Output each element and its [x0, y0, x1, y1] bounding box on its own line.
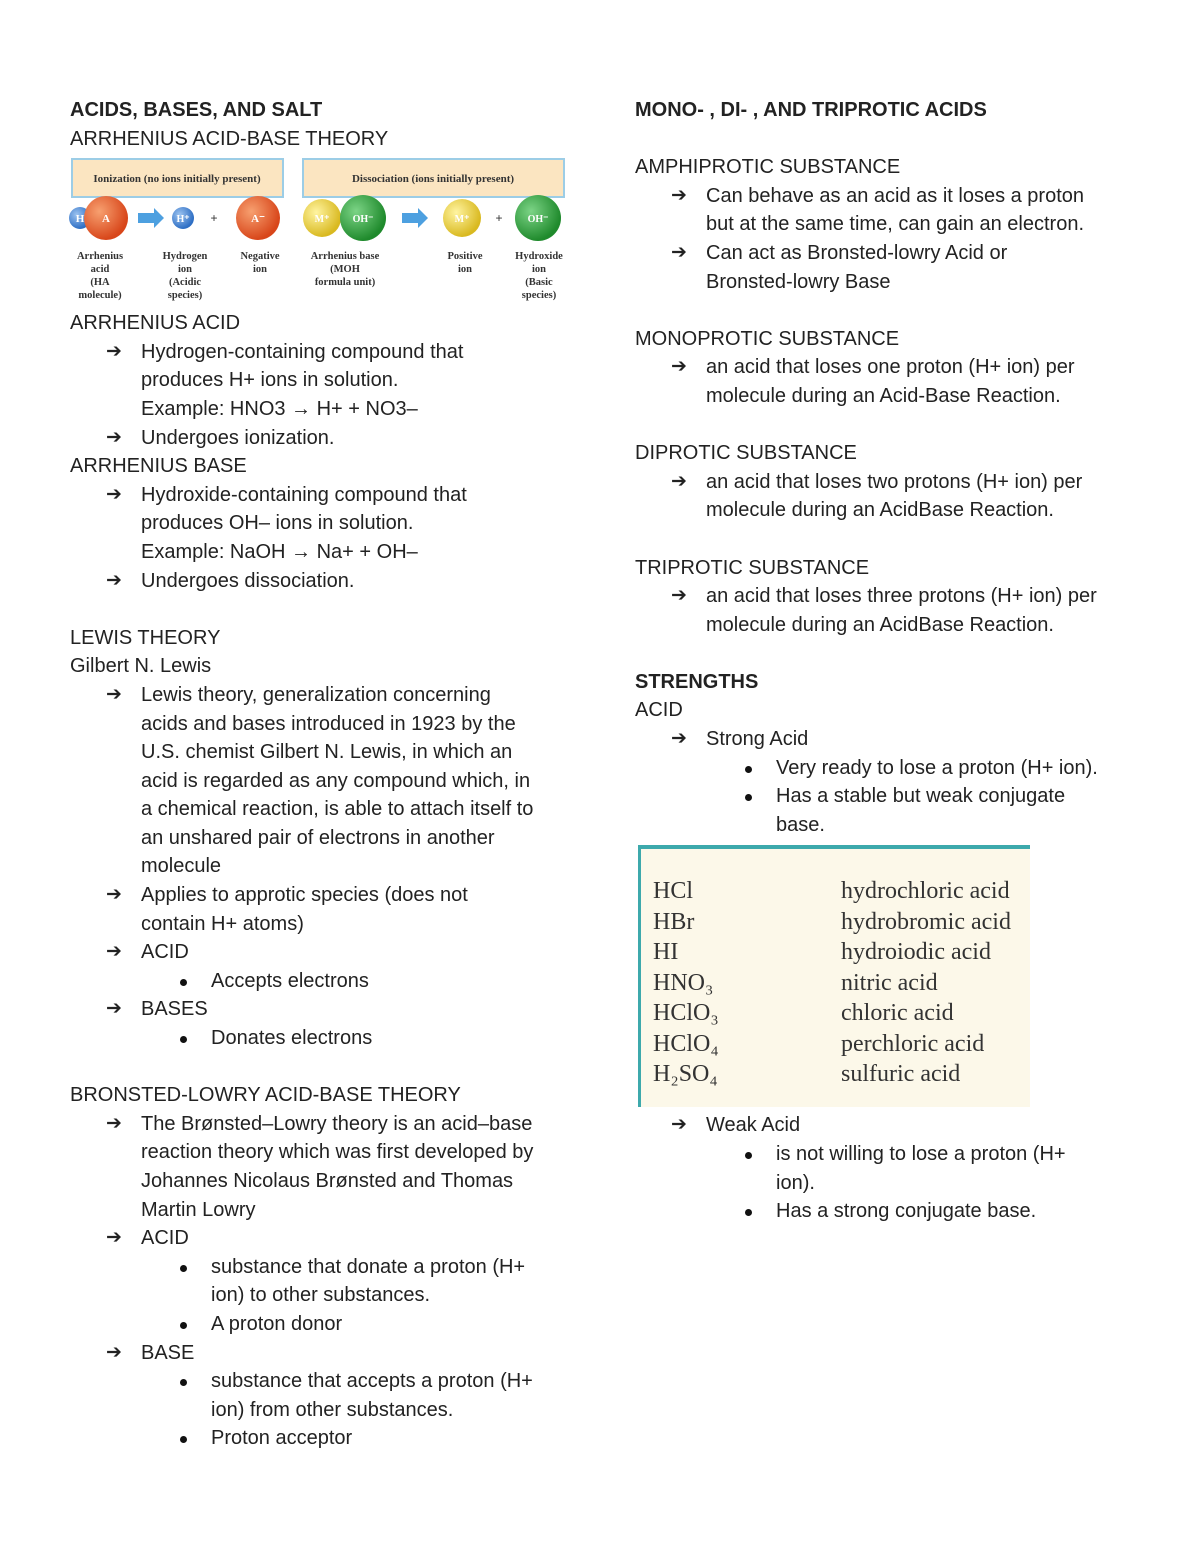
label-arrhenius-base-1: Arrhenius base: [310, 251, 380, 263]
label-hydrogen-ion-1: Hydrogen: [162, 251, 208, 263]
strengths-acid-label: ACID: [635, 699, 683, 722]
acid-formula: HClO₃: [653, 1000, 719, 1027]
arrow-icon: ➔: [106, 683, 122, 705]
text-line: molecule during an AcidBase Reaction.: [706, 613, 1054, 636]
label-arrhenius-acid-4: molecule): [78, 290, 122, 302]
plus-sign: +: [210, 211, 218, 226]
acid-formula: HI: [653, 939, 679, 966]
text-line: produces OH– ions in solution.: [141, 512, 414, 535]
bronsted-acid-item: [70, 1224, 570, 1253]
arrow-icon: ➔: [671, 184, 687, 206]
amphiprotic-item-2: [635, 239, 1155, 296]
text-line: ion) from other substances.: [211, 1398, 454, 1421]
acid-name: nitric acid: [841, 969, 938, 996]
acid-name: perchloric acid: [841, 1030, 985, 1057]
text-line: Accepts electrons: [211, 969, 369, 992]
label-hydrogen-ion-2: ion: [177, 264, 193, 276]
text-line: U.S. chemist Gilbert N. Lewis, in which an: [141, 741, 513, 764]
main-title: ACIDS, BASES, AND SALT: [70, 99, 323, 121]
bullet-icon: [745, 1209, 752, 1216]
text-line: Very ready to lose a proton (H+ ion).: [776, 756, 1098, 779]
text-line: molecule during an Acid-Base Reaction.: [706, 384, 1061, 407]
bullet-icon: [180, 979, 187, 986]
strengths-heading: STRENGTHS: [635, 670, 759, 693]
lewis-item-2: [70, 881, 570, 938]
arrow-icon: ➔: [106, 998, 122, 1020]
arrhenius-figure: [68, 155, 568, 305]
acid-formula: HCl: [653, 878, 694, 905]
lewis-item-1: [70, 681, 570, 881]
acid-formula: H₂SO₄: [653, 1061, 718, 1088]
h-atom-label: H: [75, 213, 85, 226]
bullet-icon: [180, 1379, 187, 1386]
text-line: an acid that loses two protons (H+ ion) per: [706, 470, 1083, 493]
acid-name: chloric acid: [841, 1000, 954, 1027]
arrow-icon: ➔: [106, 340, 122, 362]
text-line: Example: NaOH → Na+ + OH–: [141, 540, 418, 563]
bronsted-heading: BRONSTED-LOWRY ACID-BASE THEORY: [70, 1084, 461, 1107]
text-line: BASES: [141, 998, 208, 1021]
label-hydroxide-ion-3: (Basic: [525, 277, 553, 289]
acid-formula: HClO₄: [653, 1030, 719, 1057]
amphiprotic-item-1: [635, 182, 1155, 239]
label-arrhenius-acid-2: acid: [90, 264, 110, 276]
label-positive-ion-2: ion: [457, 264, 473, 276]
text-line: Weak Acid: [706, 1114, 801, 1137]
label-hydroxide-ion-4: species): [521, 290, 557, 302]
m-plus-label: M⁺: [314, 214, 330, 226]
dissociation-box-label: Dissociation (ions initially present): [351, 173, 515, 186]
arrow-icon: ➔: [671, 585, 687, 607]
text-line: The Brønsted–Lowry theory is an acid–base: [141, 1112, 533, 1135]
arrow-icon: ➔: [671, 1114, 687, 1136]
right-column: [635, 96, 1155, 1226]
text-line: substance that accepts a proton (H+: [211, 1370, 533, 1393]
label-negative-ion-1: Negative: [240, 251, 280, 263]
h-plus-label: H⁺: [176, 214, 190, 226]
label-negative-ion-2: ion: [252, 264, 268, 276]
text-line: an acid that loses three protons (H+ ion) per: [706, 585, 1097, 608]
bronsted-acid-point-2: [70, 1310, 570, 1339]
lewis-bases-point: [70, 1024, 570, 1053]
label-hydrogen-ion-4: species): [167, 290, 203, 302]
acid-name: hydroiodic acid: [841, 939, 991, 966]
arrhenius-base-heading: ARRHENIUS BASE: [70, 455, 247, 478]
lewis-acid-item: [70, 938, 570, 967]
bullet-icon: [745, 794, 752, 801]
monoprotic-heading: MONOPROTIC SUBSTANCE: [635, 327, 900, 350]
text-line: Has a strong conjugate base.: [776, 1200, 1037, 1223]
text-line: ion).: [776, 1171, 815, 1194]
text-line: Undergoes ionization.: [141, 426, 335, 449]
label-arrhenius-acid-3: (HA: [90, 277, 110, 289]
bronsted-base-item: [70, 1339, 570, 1368]
text-line: ion) to other substances.: [211, 1284, 431, 1307]
bronsted-base-point-1: [70, 1367, 570, 1424]
arrhenius-base-item-2: [70, 567, 570, 596]
text-line: contain H+ atoms): [141, 912, 304, 935]
arrow-icon: ➔: [106, 569, 122, 591]
ionization-box-label: Ionization (no ions initially present): [93, 173, 261, 186]
oh-minus-ion-label: OH⁻: [527, 214, 549, 226]
text-line: Example: HNO3 → H+ + NO3–: [141, 397, 418, 420]
arrow-icon: ➔: [106, 1227, 122, 1249]
bullet-icon: [180, 1265, 187, 1272]
right-title: MONO- , DI- , AND TRIPROTIC ACIDS: [635, 99, 987, 121]
bullet-icon: [180, 1036, 187, 1043]
text-line: acids and bases introduced in 1923 by the: [141, 712, 516, 735]
lewis-person: Gilbert N. Lewis: [70, 655, 212, 678]
strong-acid-point-2: [635, 782, 1155, 839]
arrhenius-acid-item-1: [70, 338, 570, 424]
text-line: a chemical reaction, is able to attach itself to: [141, 798, 534, 821]
a-atom-label: A: [102, 213, 110, 226]
acid-name: hydrochloric acid: [841, 878, 1010, 905]
arrow-icon: ➔: [106, 884, 122, 906]
label-positive-ion-1: Positive: [447, 251, 483, 263]
monoprotic-item-1: [635, 353, 1155, 410]
lewis-bases-item: [70, 995, 570, 1024]
text-line: Has a stable but weak conjugate: [776, 785, 1066, 808]
triprotic-heading: TRIPROTIC SUBSTANCE: [635, 556, 870, 579]
text-line: Proton acceptor: [211, 1427, 353, 1450]
bullet-icon: [745, 1152, 752, 1159]
bronsted-acid-point-1: [70, 1253, 570, 1310]
text-line: acid is regarded as any compound which, in: [141, 769, 531, 792]
text-line: reaction theory which was first developed by: [141, 1141, 534, 1164]
text-line: base.: [776, 813, 825, 836]
arrow-icon: ➔: [106, 1112, 122, 1134]
text-line: an unshared pair of electrons in another: [141, 826, 495, 849]
text-line: is not willing to lose a proton (H+: [776, 1143, 1066, 1166]
text-line: Bronsted-lowry Base: [706, 270, 891, 293]
weak-acid-item: [635, 1111, 1155, 1140]
bronsted-base-point-2: [70, 1424, 570, 1453]
diprotic-heading: DIPROTIC SUBSTANCE: [635, 442, 857, 465]
triprotic-item-1: [635, 582, 1155, 639]
oh-minus-label: OH⁻: [352, 214, 374, 226]
label-arrhenius-base-2: (MOH: [330, 264, 360, 276]
acid-formula: HBr: [653, 908, 695, 935]
bullet-icon: [745, 766, 752, 773]
arrow-icon: ➔: [106, 483, 122, 505]
arrow-icon: ➔: [671, 241, 687, 263]
text-line: molecule: [141, 855, 222, 878]
text-line: substance that donate a proton (H+: [211, 1255, 526, 1278]
arrhenius-acid-heading: ARRHENIUS ACID: [70, 312, 241, 335]
arrow-icon: ➔: [671, 470, 687, 492]
amphiprotic-heading: AMPHIPROTIC SUBSTANCE: [635, 156, 901, 179]
arrhenius-diagram: [68, 155, 568, 305]
label-hydroxide-ion-1: Hydroxide: [515, 251, 563, 263]
text-line: Lewis theory, generalization concerning: [141, 683, 491, 706]
text-line: Can behave as an acid as it loses a proton: [706, 184, 1085, 207]
text-line: molecule during an AcidBase Reaction.: [706, 499, 1054, 522]
arrhenius-heading: ARRHENIUS ACID-BASE THEORY: [70, 127, 389, 150]
text-line: Undergoes dissociation.: [141, 569, 355, 592]
strong-acids-table: [638, 845, 1030, 1107]
arrow-icon: ➔: [106, 426, 122, 448]
text-line: Donates electrons: [211, 1027, 373, 1050]
text-line: Strong Acid: [706, 728, 809, 751]
strong-acid-point-1: [635, 754, 1155, 783]
ionization-arrow-icon: [138, 208, 164, 228]
arrow-icon: ➔: [671, 356, 687, 378]
a-minus-label: A⁻: [251, 213, 265, 226]
arrhenius-base-item-1: [70, 481, 570, 567]
left-column: [70, 96, 570, 1453]
acid-formula: HNO₃: [653, 969, 714, 996]
text-line: Martin Lowry: [141, 1198, 256, 1221]
text-line: A proton donor: [211, 1312, 343, 1335]
arrow-icon: ➔: [671, 728, 687, 750]
label-hydroxide-ion-2: ion: [531, 264, 547, 276]
plus-sign-2: +: [495, 211, 503, 226]
arrow-icon: ➔: [106, 1341, 122, 1363]
weak-acid-point-1: [635, 1140, 1155, 1197]
dissociation-arrow-icon: [402, 208, 428, 228]
bullet-icon: [180, 1436, 187, 1443]
lewis-heading: LEWIS THEORY: [70, 626, 221, 649]
text-line: ACID: [141, 941, 189, 964]
text-line: Can act as Bronsted-lowry Acid or: [706, 241, 1008, 264]
bronsted-item-1: [70, 1110, 570, 1224]
lewis-acid-point: [70, 967, 570, 996]
label-arrhenius-acid-1: Arrhenius: [76, 251, 124, 263]
text-line: Johannes Nicolaus Brønsted and Thomas: [141, 1170, 514, 1192]
arrhenius-acid-item-2: [70, 424, 570, 453]
label-arrhenius-base-3: formula unit): [314, 277, 376, 289]
bullet-icon: [180, 1322, 187, 1329]
text-line: Applies to approtic species (does not: [141, 884, 468, 907]
text-line: but at the same time, can gain an electron.: [706, 213, 1084, 236]
text-line: Hydroxide-containing compound that: [141, 483, 467, 506]
text-line: BASE: [141, 1341, 195, 1364]
m-plus-ion-label: M⁺: [454, 214, 470, 226]
label-hydrogen-ion-3: (Acidic: [168, 277, 202, 289]
text-line: ACID: [141, 1227, 189, 1250]
acid-name: hydrobromic acid: [841, 908, 1011, 935]
text-line: produces H+ ions in solution.: [141, 369, 399, 392]
text-line: an acid that loses one proton (H+ ion) per: [706, 356, 1075, 379]
weak-acid-point-2: [635, 1197, 1155, 1226]
strong-acid-item: [635, 725, 1155, 754]
arrow-icon: ➔: [106, 941, 122, 963]
acid-name: sulfuric acid: [841, 1061, 961, 1088]
text-line: Hydrogen-containing compound that: [141, 340, 464, 363]
diprotic-item-1: [635, 468, 1155, 525]
